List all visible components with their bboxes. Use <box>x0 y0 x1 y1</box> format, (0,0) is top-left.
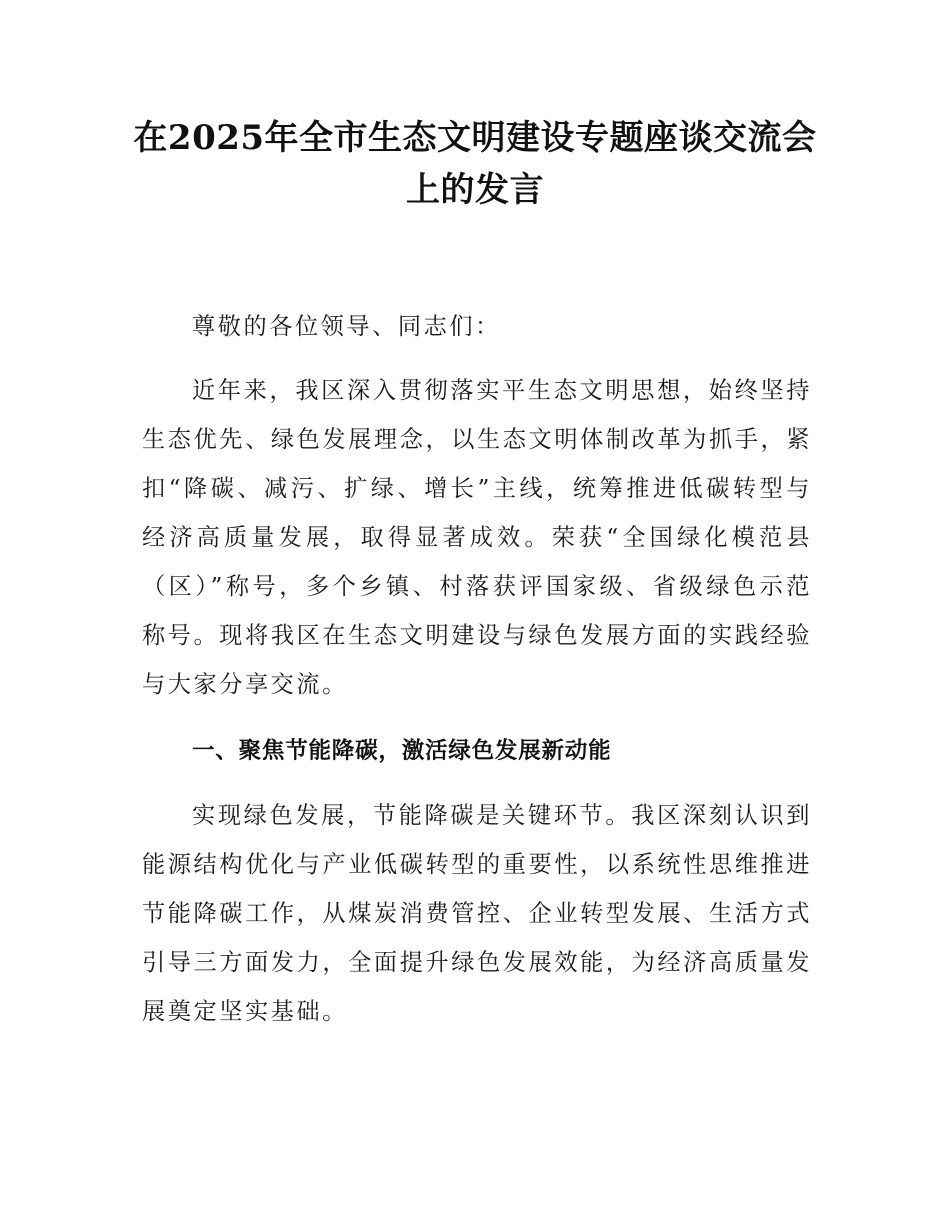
body-paragraph-intro: 近年来，我区深入贯彻落实平生态文明思想，始终坚持生态优先、绿色发展理念，以生态文明体制改革为抓手，紧扣“降碳、减污、扩绿、增长”主线，统筹推进低碳转型与经济高质量发展，取得显著成效。荣获“全国绿化模范县（区）”称号，多个乡镇、村落获评国家级、省级绿色示范称号。现将我区在生态文明建设与绿色发展方面的实践经验与大家分享交流。 <box>142 377 812 698</box>
document-title: 在2025年全市生态文明建设专题座谈交流会上的发言 <box>133 118 817 210</box>
section-heading-1: 一、聚焦节能降碳，激活绿色发展新动能 <box>192 738 612 764</box>
body-paragraph-section-1: 实现绿色发展，节能降碳是关键环节。我区深刻认识到能源结构优化与产业低碳转型的重要性，以系统性思维推进节能降碳工作，从煤炭消费管控、企业转型发展、生活方式引导三方面发力，全面提升绿色发展效能，为经济高质量发展奠定坚实基础。 <box>142 802 812 1025</box>
salutation: 尊敬的各位领导、同志们： <box>192 313 501 340</box>
